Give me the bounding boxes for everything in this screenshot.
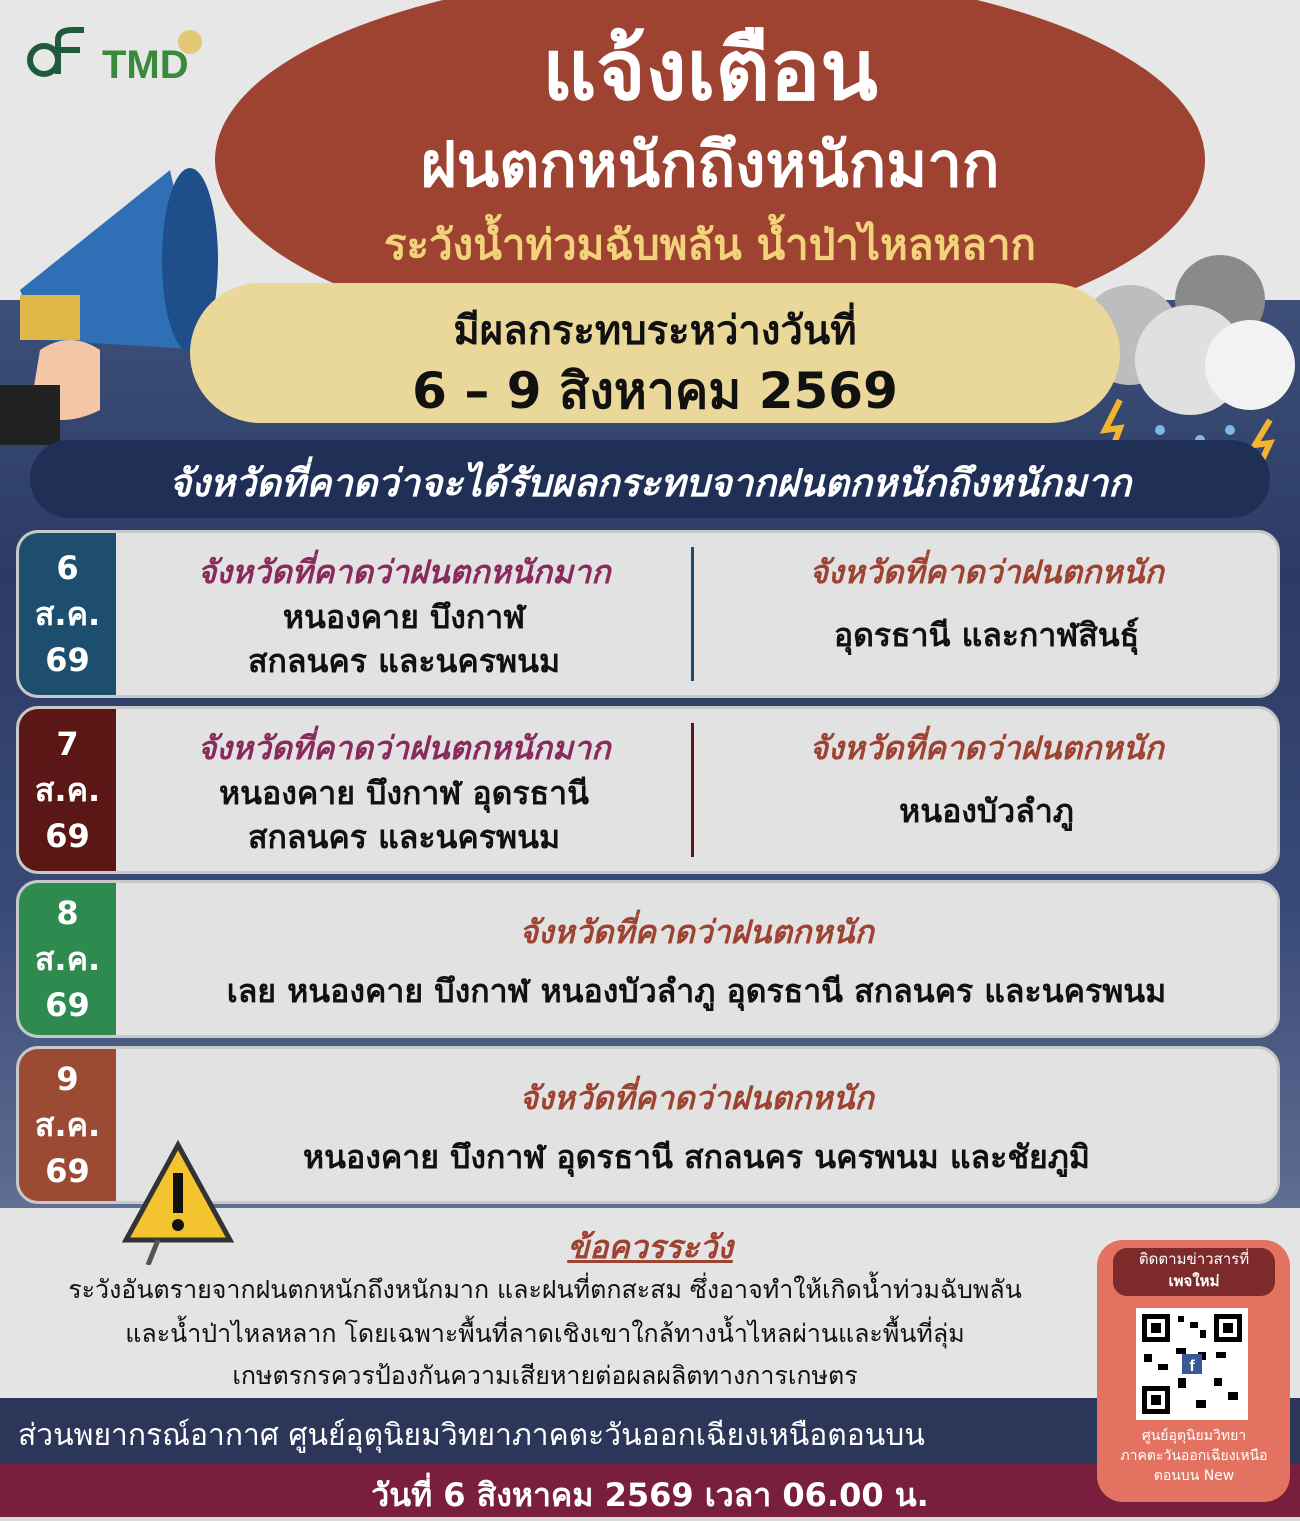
footer-issued: วันที่ 6 สิงหาคม 2569 เวลา 06.00 น. xyxy=(371,1476,929,1514)
title-warning: แจ้งเตือน xyxy=(542,21,878,119)
column-divider xyxy=(691,723,694,857)
date-year: 69 xyxy=(45,817,90,855)
qr-heading xyxy=(1113,1248,1275,1296)
footer-issuer: ส่วนพยากรณ์อากาศ ศูนย์อุตุนิยมวิทยาภาคตะวันออกเฉียงเหนือตอนบน xyxy=(18,1418,925,1453)
title-flash-flood: ระวังน้ำท่วมฉับพลัน น้ำป่าไหลหลาก xyxy=(383,220,1036,269)
caution-line-3: เกษตรกรควรป้องกันความเสียหายต่อผลผลิตทางการเกษตร xyxy=(232,1361,858,1390)
tmd-wordmark: TMD xyxy=(102,43,189,87)
date-day: 8 xyxy=(56,894,79,932)
date-tab xyxy=(19,1049,116,1201)
qr-caption xyxy=(1100,1426,1288,1486)
column-divider xyxy=(691,547,694,681)
day-card-8 xyxy=(16,880,1280,1038)
date-tab xyxy=(19,709,116,871)
very-heavy-header: จังหวัดที่คาดว่าฝนตกหนักมาก xyxy=(197,553,611,591)
heavy-header: จังหวัดที่คาดว่าฝนตกหนัก xyxy=(519,913,874,951)
depa-logo xyxy=(22,22,92,82)
date-day: 6 xyxy=(56,549,79,587)
qr-caption-2: ภาคตะวันออกเฉียงเหนือ xyxy=(1120,1448,1268,1464)
title-heavy-rain: ฝนตกหนักถึงหนักมาก xyxy=(420,128,1000,201)
very-heavy-provinces-2: สกลนคร และนครพนม xyxy=(247,818,561,856)
impact-dates: 6 – 9 สิงหาคม 2569 xyxy=(412,362,898,420)
heavy-provinces: หนองคาย บึงกาฬ อุดรธานี สกลนคร นครพนม และชัยภูมิ xyxy=(303,1138,1090,1176)
qr-caption-1: ศูนย์อุตุนิยมวิทยา xyxy=(1141,1428,1247,1444)
date-month: ส.ค. xyxy=(34,771,101,809)
day-card-6 xyxy=(16,530,1280,698)
date-month: ส.ค. xyxy=(34,940,101,978)
date-year: 69 xyxy=(45,641,90,679)
very-heavy-header: จังหวัดที่คาดว่าฝนตกหนักมาก xyxy=(197,729,611,767)
heavy-header: จังหวัดที่คาดว่าฝนตกหนัก xyxy=(809,553,1164,591)
qr-caption-3: ตอนบน New xyxy=(1153,1468,1235,1484)
date-tab xyxy=(19,533,116,695)
impact-label: มีผลกระทบระหว่างวันที่ xyxy=(453,308,857,354)
very-heavy-provinces-1: หนองคาย บึงกาฬ อุดรธานี xyxy=(219,774,589,812)
caution-line-1: ระวังอันตรายจากฝนตกหนักถึงหนักมาก และฝนที่ตกสะสม ซึ่งอาจทำให้เกิดน้ำท่วมฉับพลัน xyxy=(68,1275,1022,1304)
day-card-7 xyxy=(16,706,1280,874)
qr-heading-1: ติดตามข่าวสารที่ xyxy=(1138,1250,1250,1268)
region-heading: จังหวัดที่คาดว่าจะได้รับผลกระทบจากฝนตกหนักถึงหนักมาก xyxy=(168,461,1132,505)
heavy-provinces: อุดรธานี และกาฬสินธุ์ xyxy=(833,616,1140,654)
date-day: 9 xyxy=(56,1060,79,1098)
date-year: 69 xyxy=(45,986,90,1024)
date-month: ส.ค. xyxy=(34,595,101,633)
heavy-provinces: หนองบัวลำภู xyxy=(899,792,1074,830)
caution-title: ข้อควรระวัง xyxy=(567,1228,733,1266)
qr-code-icon[interactable] xyxy=(1136,1308,1248,1420)
date-tab xyxy=(19,883,116,1035)
svg-text:f: f xyxy=(1189,1358,1195,1375)
very-heavy-provinces-2: สกลนคร และนครพนม xyxy=(247,642,561,680)
date-day: 7 xyxy=(56,725,79,763)
date-month: ส.ค. xyxy=(34,1106,101,1144)
heavy-header: จังหวัดที่คาดว่าฝนตกหนัก xyxy=(519,1079,874,1117)
caution-line-2: และน้ำป่าไหลหลาก โดยเฉพาะพื้นที่ลาดเชิงเขาใกล้ทางน้ำไหลผ่านและพื้นที่ลุ่ม xyxy=(125,1319,965,1348)
qr-heading-2: เพจใหม่ xyxy=(1168,1272,1220,1290)
heavy-provinces: เลย หนองคาย บึงกาฬ หนองบัวลำภู อุดรธานี สกลนคร และนครพนม xyxy=(226,972,1167,1010)
heavy-header: จังหวัดที่คาดว่าฝนตกหนัก xyxy=(809,729,1164,767)
tmd-logo xyxy=(98,30,228,94)
date-year: 69 xyxy=(45,1152,90,1190)
very-heavy-provinces-1: หนองคาย บึงกาฬ xyxy=(282,598,526,636)
